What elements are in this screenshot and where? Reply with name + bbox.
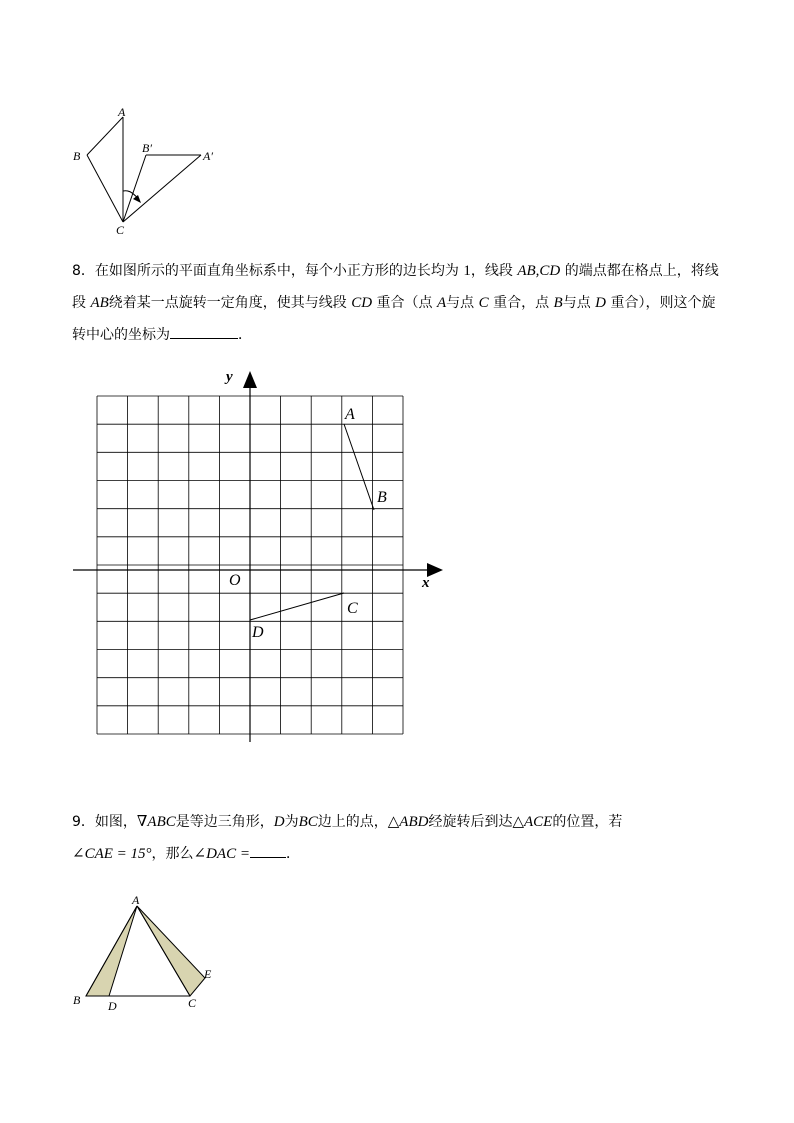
axes xyxy=(73,385,428,742)
shaded-triangle-ace xyxy=(137,906,205,996)
label-c: C xyxy=(347,600,358,617)
coordinate-grid-figure xyxy=(60,360,460,750)
label-a: A xyxy=(132,893,140,907)
label-b: B xyxy=(377,489,387,506)
origin-label: O xyxy=(229,572,241,589)
answer-blank[interactable] xyxy=(250,839,286,858)
y-axis-label: y xyxy=(226,369,233,385)
label-b: B xyxy=(73,993,81,1007)
question-number: 9． xyxy=(72,814,95,830)
rotation-figure-q7 xyxy=(60,95,240,245)
segment-cd xyxy=(250,593,344,620)
label-c: C xyxy=(116,223,125,237)
rotation-arrowhead xyxy=(133,195,141,203)
label-d: D xyxy=(108,999,117,1013)
question-9: 9．如图，∇ABC是等边三角形，D为BC边上的点，△ABD经旋转后到达△ACE的位置，若 ∠CAE = 15°，那么∠DAC = ． xyxy=(72,814,623,862)
answer-blank[interactable] xyxy=(170,320,238,339)
segment-bc xyxy=(87,155,123,222)
y-axis-arrow-icon xyxy=(243,371,257,388)
x-axis-label: x xyxy=(422,575,430,591)
question-number: 8． xyxy=(72,263,95,279)
segment-ab xyxy=(87,117,123,155)
label-b: B xyxy=(73,149,81,163)
label-a: A xyxy=(118,105,126,119)
segment-ac xyxy=(137,906,190,996)
label-e: E xyxy=(204,967,212,981)
question-8: 8．在如图所示的平面直角坐标系中，每个小正方形的边长均为 1，线段 AB,CD 的端点都在格点上，将线 段 AB绕着某一点旋转一定角度，使其与线段 CD 重合（点 A与点 C 重合，点 B与点 D 重合），则这个旋 转中心的坐标为 ． xyxy=(72,263,719,343)
segment-ab xyxy=(344,424,374,510)
label-a-prime: A′ xyxy=(203,149,213,163)
label-b-prime: B′ xyxy=(142,141,152,155)
label-a: A xyxy=(345,406,355,423)
label-c: C xyxy=(188,996,197,1010)
label-d: D xyxy=(252,624,264,641)
triangle-figure-q9 xyxy=(65,885,235,1015)
